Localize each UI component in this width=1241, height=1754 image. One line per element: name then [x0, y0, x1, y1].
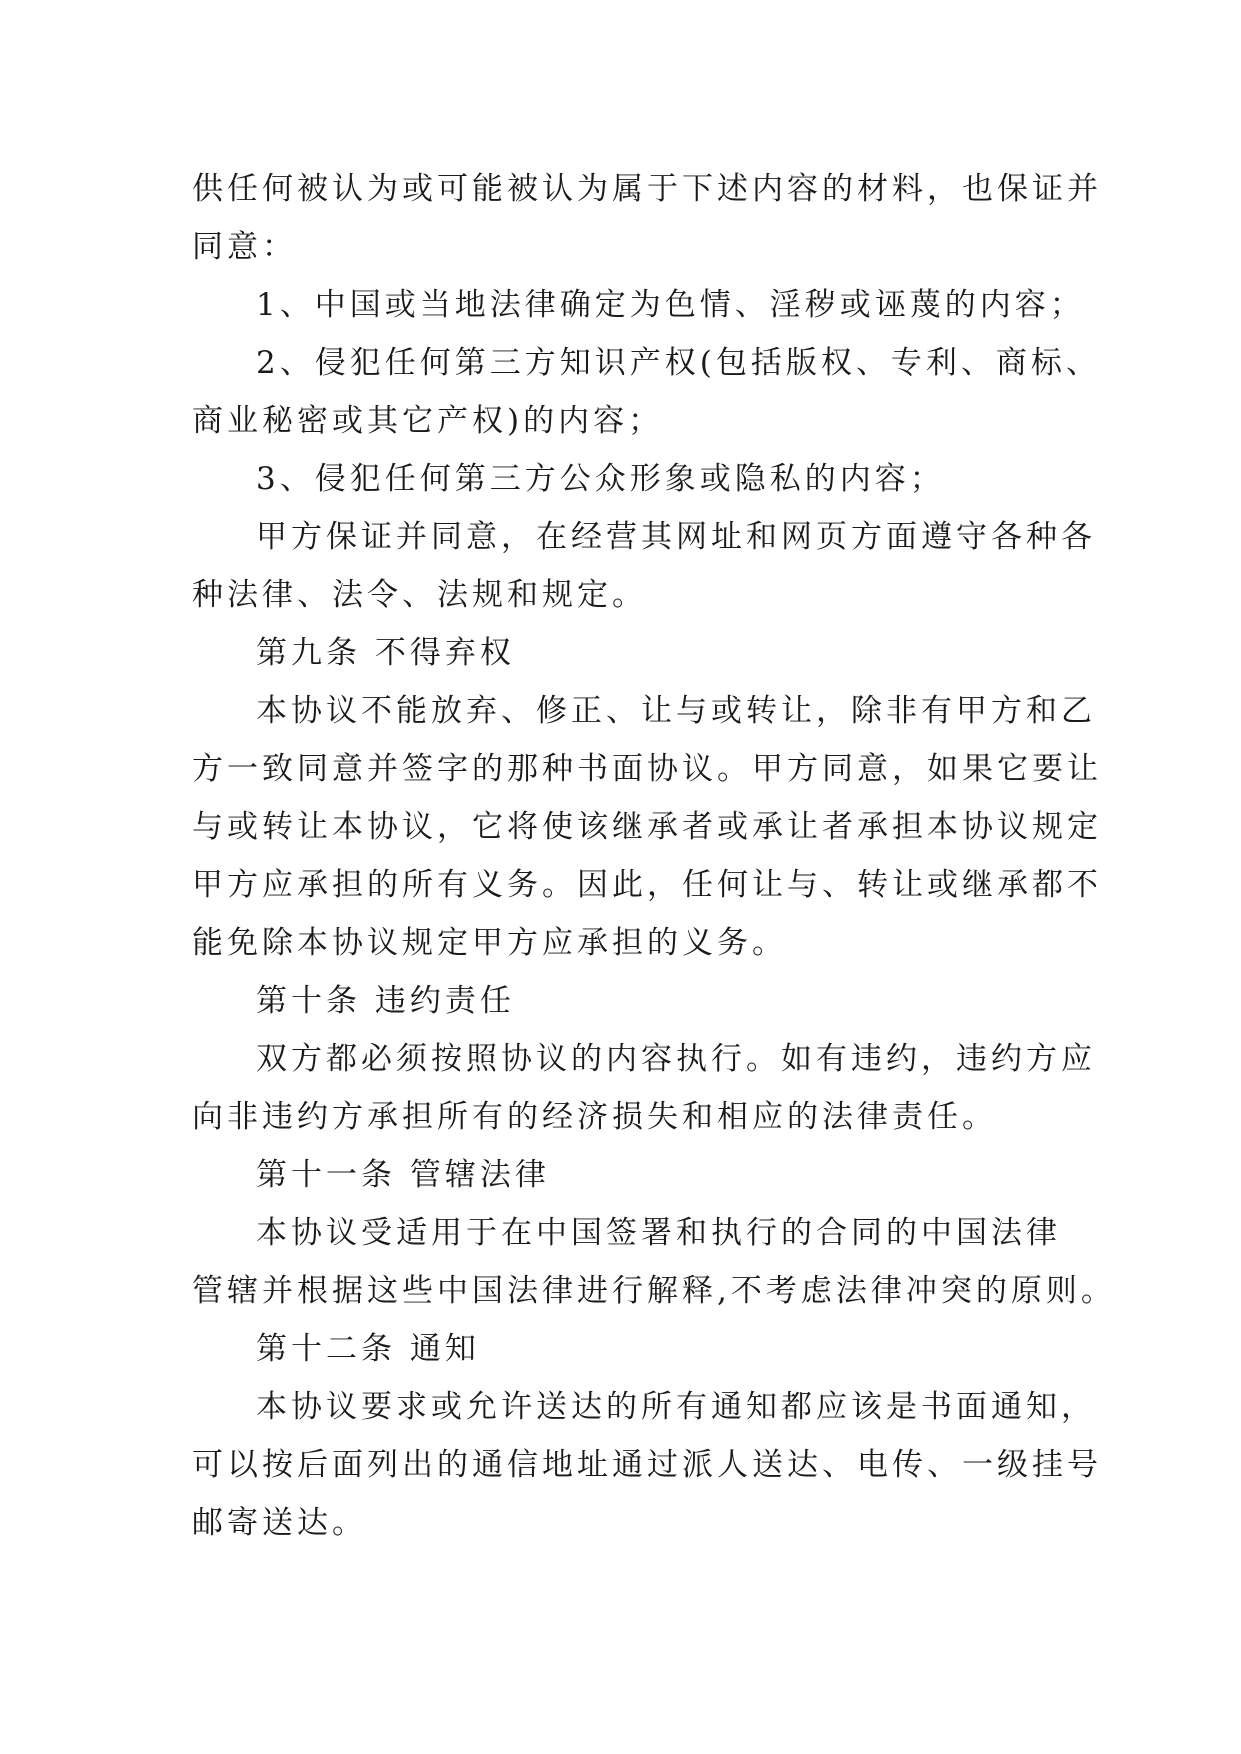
text-line: 双方都必须按照协议的内容执行。如有违约，违约方应 — [256, 1041, 1096, 1077]
text-line: 管辖并根据这些中国法律进行解释,不考虑法律冲突的原则。 — [192, 1273, 1116, 1309]
text-line: 能免除本协议规定甲方应承担的义务。 — [192, 925, 787, 961]
text-line: 商业秘密或其它产权)的内容； — [192, 403, 664, 439]
text-line: 第十条 违约责任 — [256, 983, 515, 1019]
text-line: 本协议受适用于在中国签署和执行的合同的中国法律 — [256, 1215, 1061, 1251]
text-line: 本协议不能放弃、修正、让与或转让，除非有甲方和乙 — [256, 693, 1096, 729]
text-line: 甲方保证并同意，在经营其网址和网页方面遵守各种各 — [256, 519, 1096, 555]
text-line: 2、侵犯任何第三方知识产权(包括版权、专利、商标、 — [256, 345, 1101, 381]
text-line: 第十一条 管辖法律 — [256, 1157, 550, 1193]
text-line: 邮寄送达。 — [192, 1505, 367, 1541]
text-line: 第十二条 通知 — [256, 1331, 480, 1367]
text-line: 甲方应承担的所有义务。因此，任何让与、转让或继承都不 — [192, 867, 1102, 903]
text-line: 与或转让本协议，它将使该继承者或承让者承担本协议规定 — [192, 809, 1102, 845]
text-line: 同意： — [192, 229, 297, 265]
text-line: 本协议要求或允许送达的所有通知都应该是书面通知， — [256, 1389, 1096, 1425]
text-line: 第九条 不得弃权 — [256, 635, 515, 671]
text-line: 方一致同意并签字的那种书面协议。甲方同意，如果它要让 — [192, 751, 1102, 787]
text-line: 1、中国或当地法律确定为色情、淫秽或诬蔑的内容； — [256, 287, 1085, 323]
document-body — [192, 160, 1116, 1552]
text-line: 3、侵犯任何第三方公众形象或隐私的内容； — [256, 461, 945, 497]
text-line: 供任何被认为或可能被认为属于下述内容的材料，也保证并 — [192, 171, 1102, 207]
text-line: 可以按后面列出的通信地址通过派人送达、电传、一级挂号 — [192, 1447, 1102, 1483]
text-line: 向非违约方承担所有的经济损失和相应的法律责任。 — [192, 1099, 997, 1135]
text-line: 种法律、法令、法规和规定。 — [192, 577, 647, 613]
